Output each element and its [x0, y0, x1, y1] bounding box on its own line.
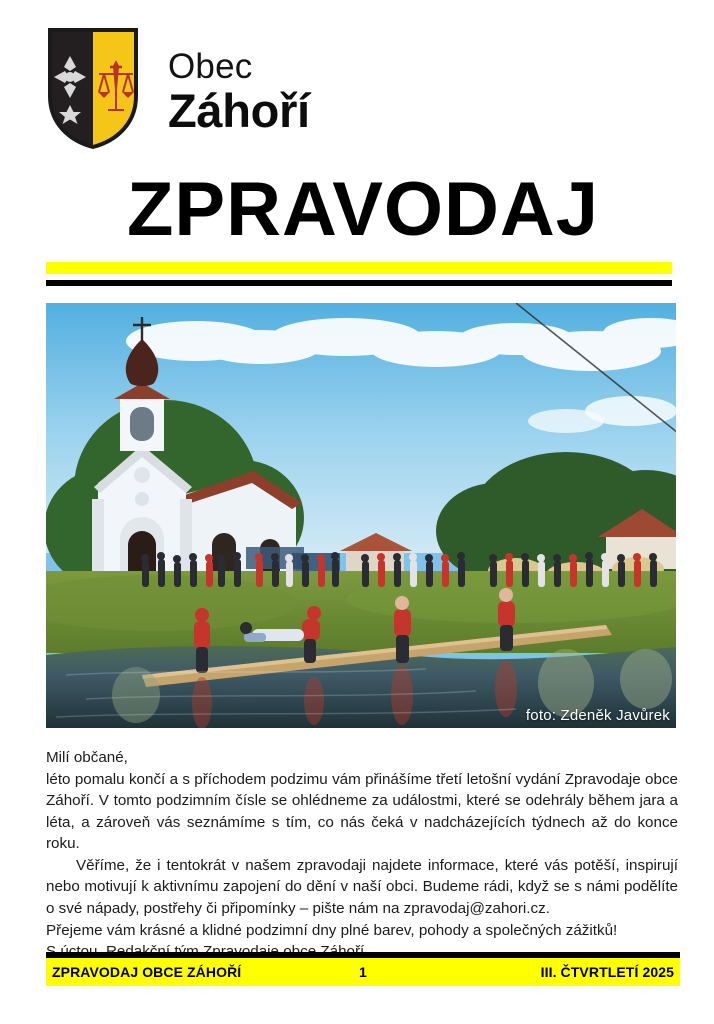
paragraph-three: Přejeme vám krásné a klidné podzimní dny plné barev, pohody a společných zážitků! — [46, 921, 618, 939]
photo-credit: foto: Zdeněk Javůrek — [525, 707, 670, 724]
title-rule-yellow — [46, 262, 672, 274]
editorial-body — [46, 747, 678, 963]
footer-publication-name: ZPRAVODAJ OBCE ZÁHOŘÍ — [52, 964, 242, 980]
brand-line-zahori: Záhoří — [168, 83, 310, 137]
greeting-line: Milí občané, — [46, 749, 128, 766]
page-title-container — [46, 167, 672, 252]
paragraph-two: Věříme, že i tentokrát v našem zpravodaji najdete informace, které vás potěší, inspirují nebo motivují k aktivnímu zapojení do dění v naší obci. Budeme rádi, když se s námi podělíte o své nápady, postřehy či připomínky – pište nám na zpravodaj@zahori.cz. — [46, 856, 678, 918]
coat-of-arms-shield-icon — [46, 26, 140, 150]
cover-photo — [46, 303, 676, 728]
title-rule-black — [46, 280, 672, 286]
page-title: ZPRAVODAJ — [126, 167, 600, 252]
footer-issue-period: III. ČTVRTLETÍ 2025 — [540, 964, 674, 980]
footer-bar — [46, 958, 680, 986]
brand-wordmark — [168, 43, 310, 137]
brand-line-obec: Obec — [168, 46, 253, 86]
masthead — [46, 26, 310, 150]
paragraph-one: léto pomalu končí a s příchodem podzimu vám přinášíme třetí letošní vydání Zpravodaje obce Záhoří. V tomto podzimním čísle se ohlédneme za událostmi, které se odehrály během jara a léta, a zároveň vás seznámíme s tím, co nás čeká v nadcházejících týdnech až do konce roku. — [46, 770, 678, 853]
footer-page-number: 1 — [359, 964, 367, 980]
